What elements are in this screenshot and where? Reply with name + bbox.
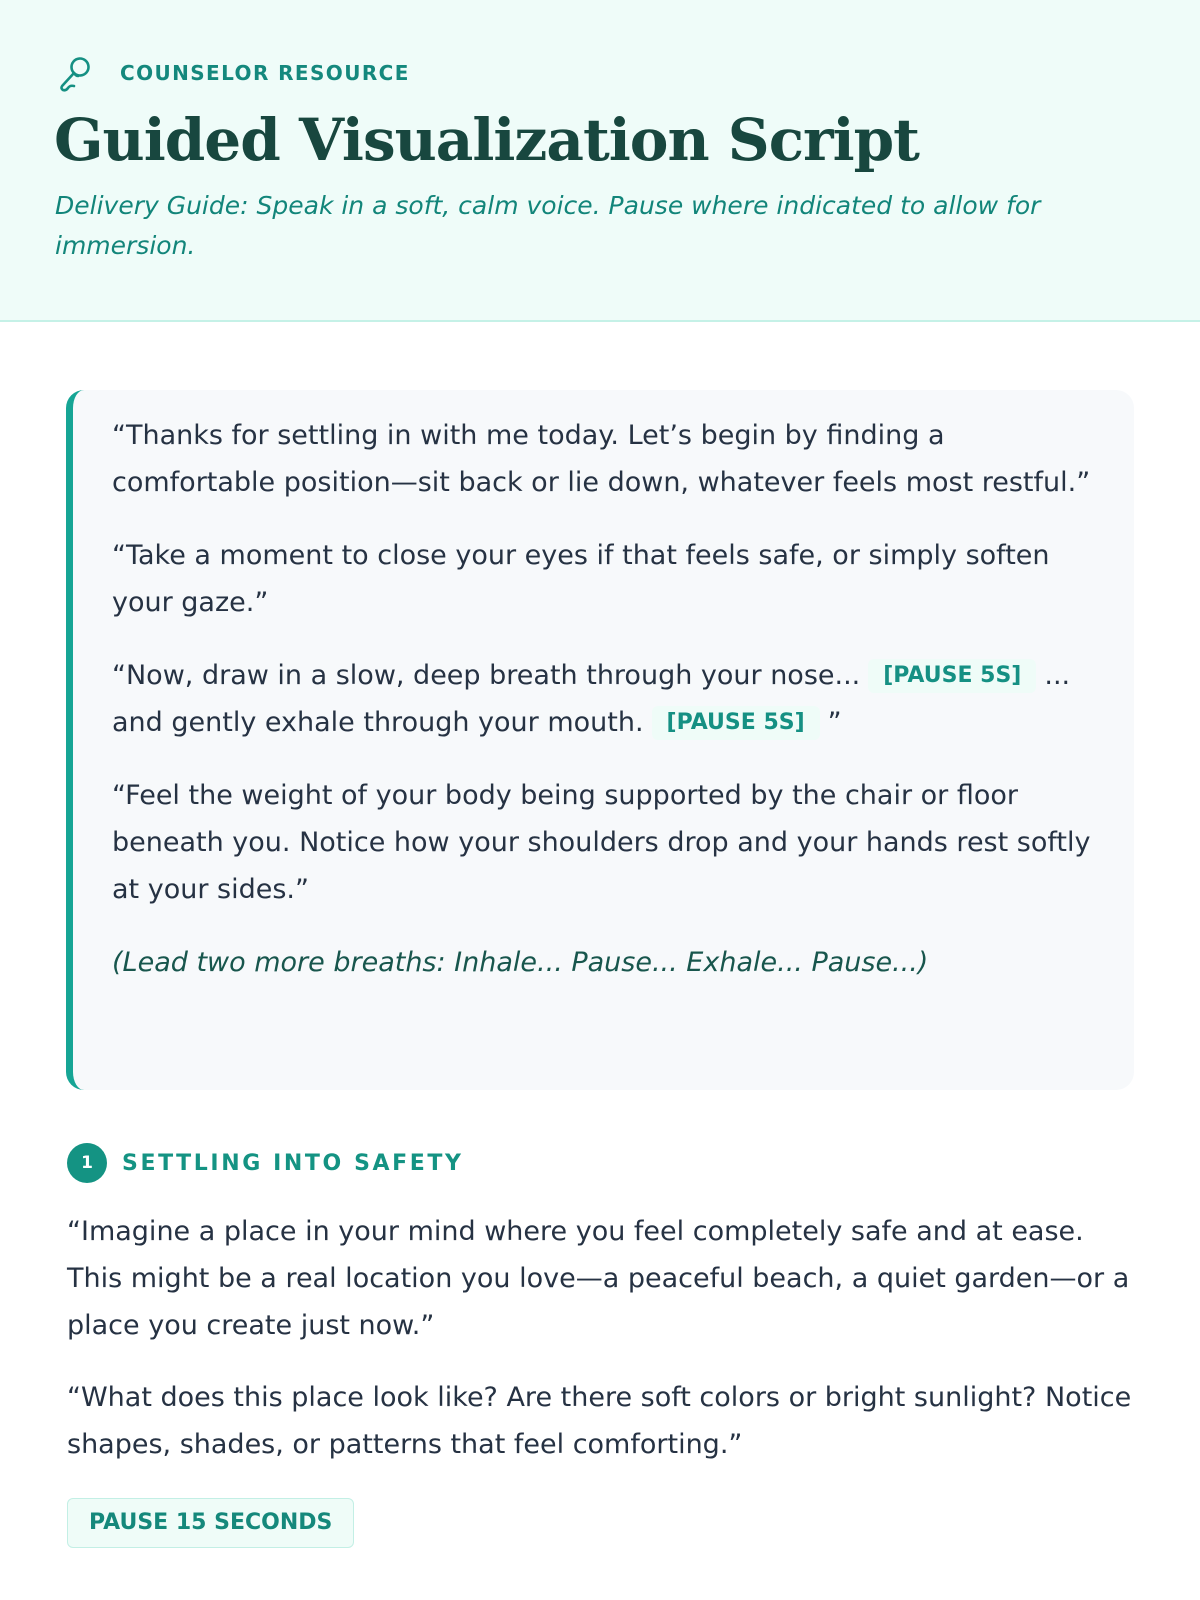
page-header (0, 0, 1200, 322)
stage-direction: (Lead two more breaths: Inhale... Pause... Exhale... Pause...) (112, 947, 929, 978)
eyebrow (56, 54, 410, 92)
pause-tag: [PAUSE 5S] (868, 659, 1036, 693)
script-text: ... and gently exhale through your mouth. (112, 660, 1071, 738)
pause-tag: [PAUSE 5S] (652, 706, 820, 740)
pause-duration-badge: PAUSE 15 SECONDS (67, 1498, 354, 1548)
eyebrow-label: COUNSELOR RESOURCE (120, 61, 410, 85)
script-text: ” (827, 707, 842, 738)
delivery-guide: Delivery Guide: Speak in a soft, calm voice. Pause where indicated to allow for immersion. (55, 191, 1041, 260)
section-paragraph: “What does this place look like? Are there soft colors or bright sunlight? Notice shapes, shades, or patterns that feel comforting.” (67, 1382, 1132, 1460)
step-number-badge: 1 (67, 1143, 107, 1183)
section-paragraph: “Imagine a place in your mind where you feel completely safe and at ease. This might be a real location you love—a peaceful beach, a quiet garden—or a place you create just now.” (67, 1216, 1130, 1341)
script-text: “Now, draw in a slow, deep breath through your nose... (112, 660, 861, 691)
breath-paragraph (112, 652, 1098, 746)
script-card (66, 390, 1134, 1090)
script-paragraph: “Thanks for settling in with me today. Let’s begin by finding a comfortable position—sit back or lie down, whatever feels most restful.” (112, 420, 1091, 498)
section-body (67, 1208, 1147, 1493)
microphone-icon (56, 54, 94, 92)
script-paragraph: “Feel the weight of your body being supported by the chair or floor beneath you. Notice how your shoulders drop and your hands rest softly at your sides.” (112, 780, 1091, 905)
page-title: Guided Visualization Script (54, 106, 919, 174)
script-paragraph: “Take a moment to close your eyes if that feels safe, or simply soften your gaze.” (112, 540, 1050, 618)
section-heading (67, 1143, 464, 1183)
section-title: SETTLING INTO SAFETY (122, 1150, 464, 1176)
